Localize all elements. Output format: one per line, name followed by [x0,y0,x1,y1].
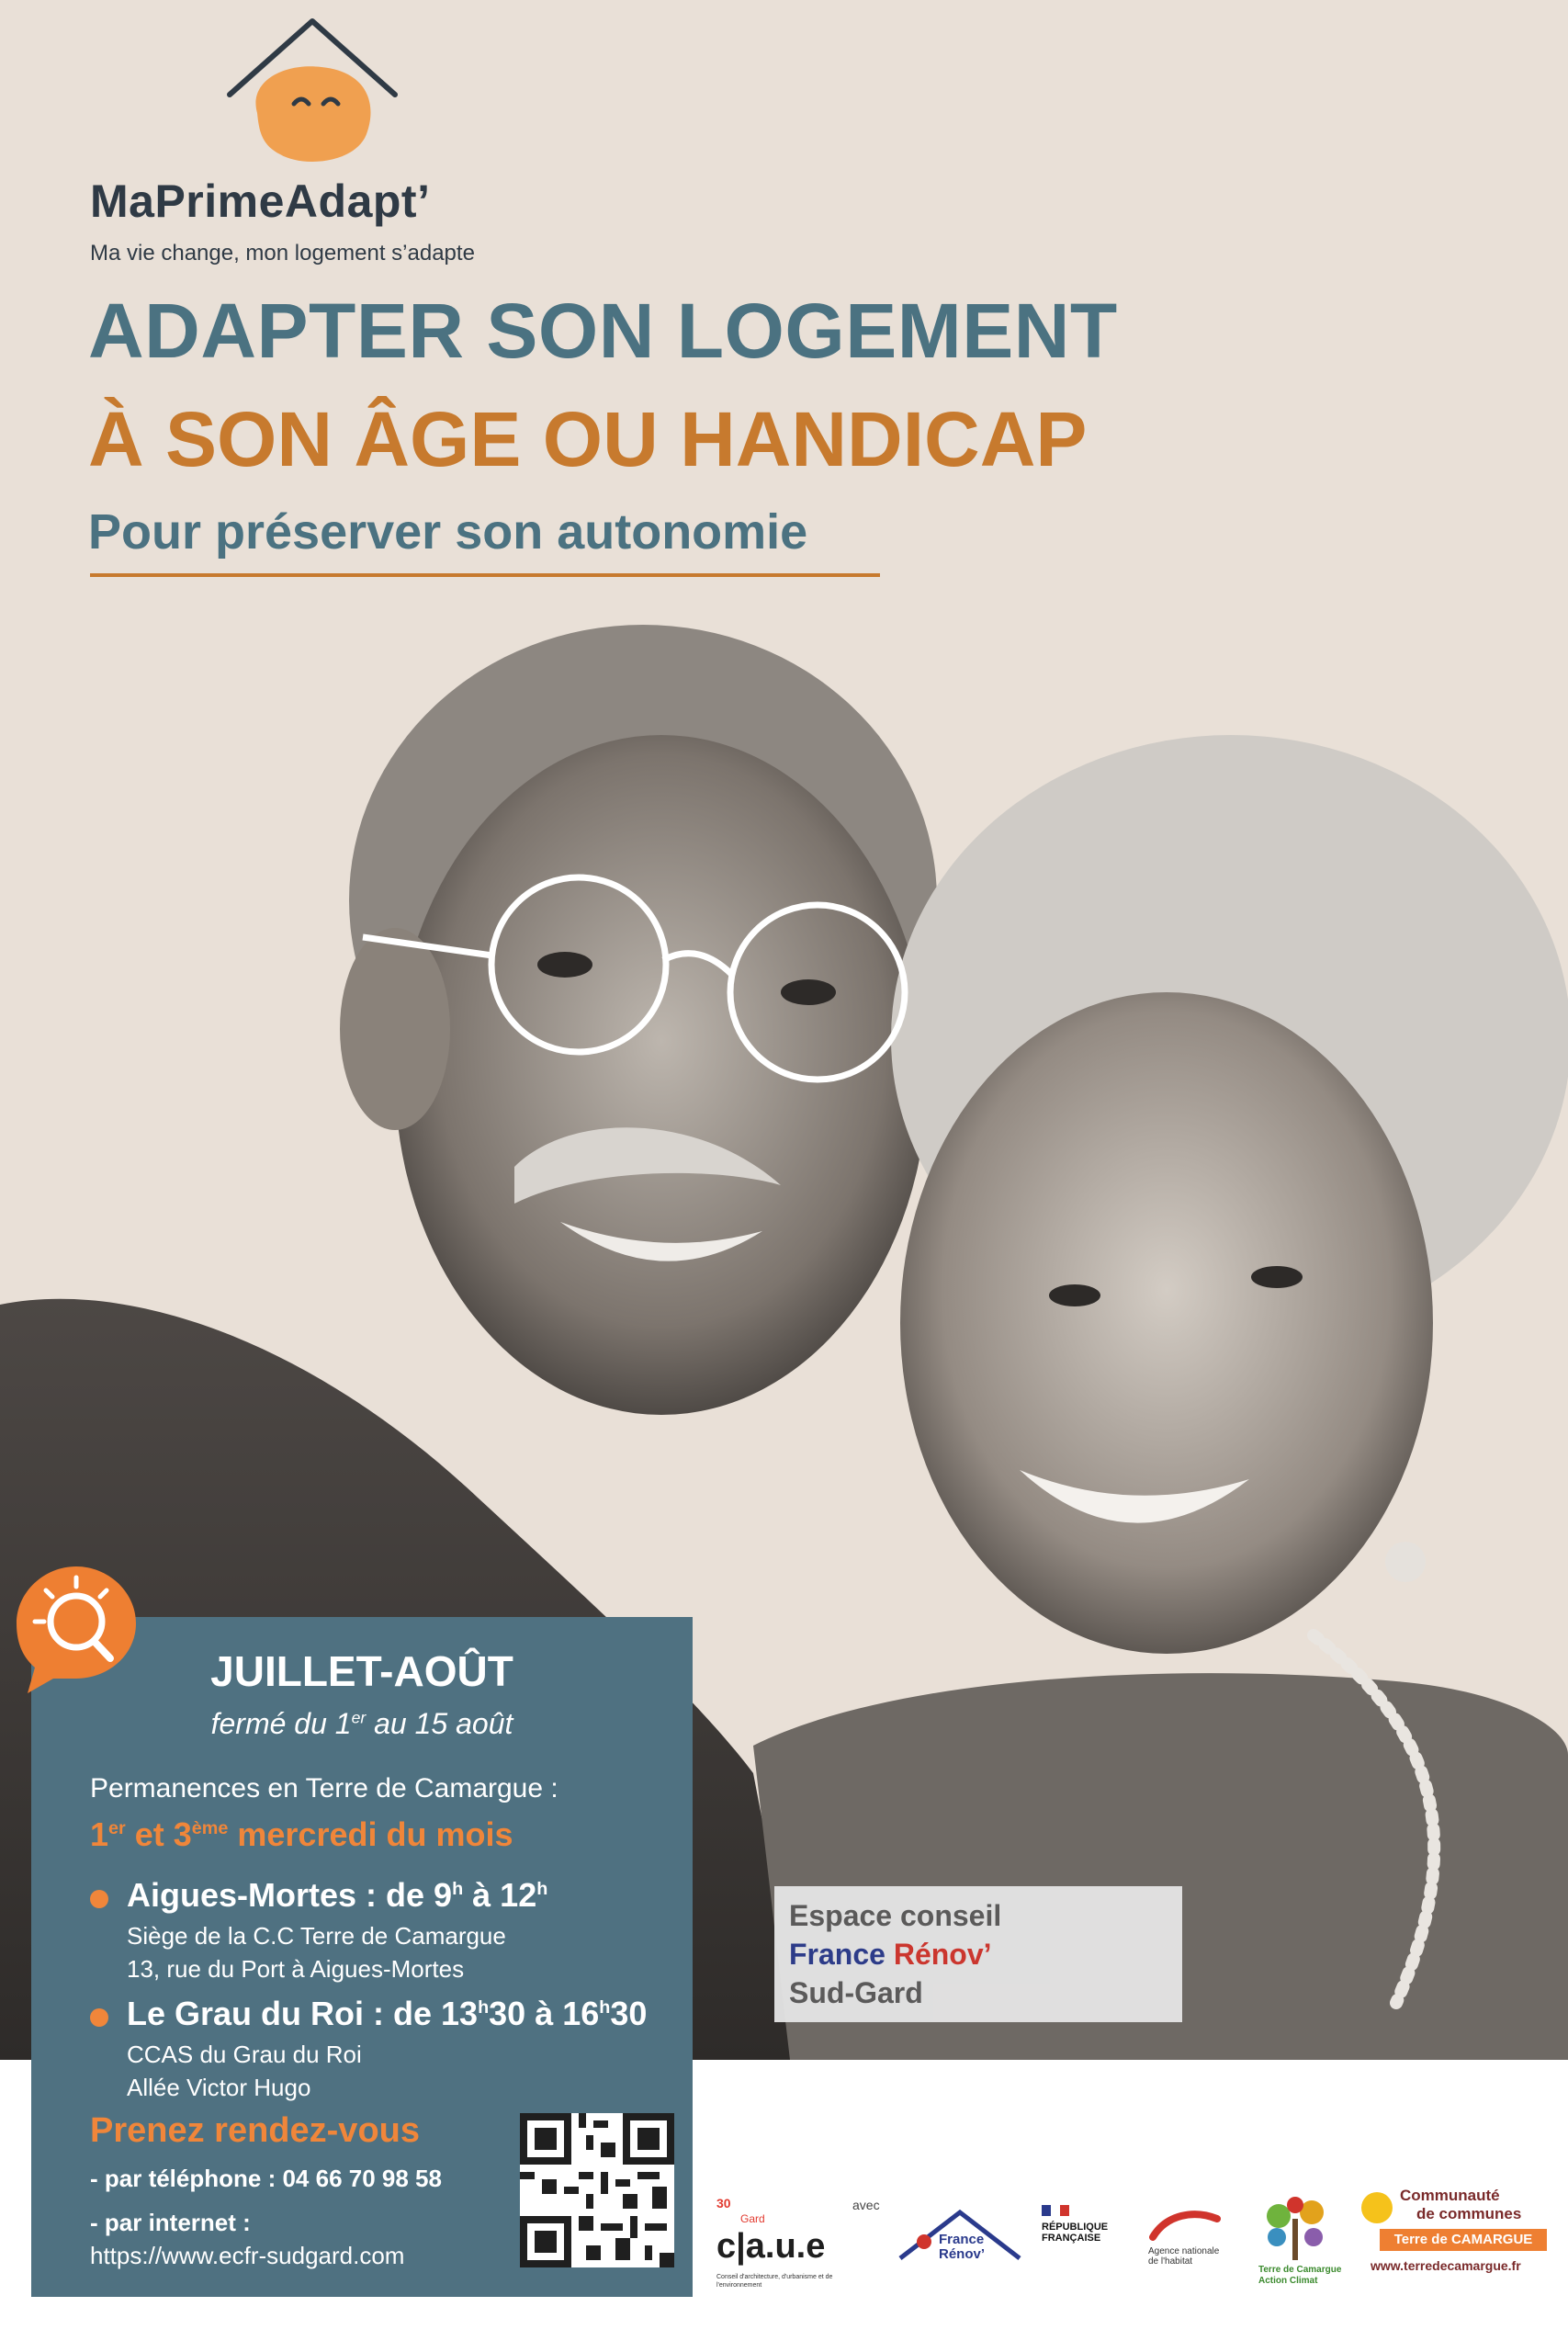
espace-conseil-box [774,1886,1182,2022]
bullet-icon [90,1890,108,1908]
subtitle-underline [90,573,880,577]
location-address-line: Siège de la C.C Terre de Camargue [127,1922,506,1950]
headline-line-2: À SON ÂGE OU HANDICAP [88,396,1088,482]
location-address-line: 13, rue du Port à Aigues-Mortes [127,1955,465,1983]
republique-francaise-logo: RÉPUBLIQUE FRANÇAISE [1042,2205,1124,2288]
espace-conseil-label: Espace conseil [789,1899,1002,1932]
period-title: JUILLET-AOÛT [210,1647,513,1695]
website-link[interactable]: https://www.ecfr-sudgard.com [90,2242,405,2269]
info-panel [31,1617,693,2297]
phone-contact: - par téléphone : 04 66 70 98 58 [90,2165,442,2192]
location-grau-du-roi: Le Grau du Roi : de 13$^h$30 à 16$^h$30 [127,1995,648,2032]
closing-notice: fermé du 1er au 15 août [210,1707,513,1740]
action-climat-logo: Terre de Camargue Action Climat [1258,2196,1359,2297]
location-aigues-mortes: Aigues-Mortes : de 9$^h$ à 12$^h$ [127,1876,548,1914]
anah-logo: Agence nationale de l'habitat [1148,2205,1249,2288]
permanences-heading: Permanences en Terre de Camargue : [90,1773,558,1804]
headline-subtitle: Pour préserver son autonomie [88,504,808,560]
location-address-line: CCAS du Grau du Roi [127,2041,362,2068]
location-address-line: Allée Victor Hugo [127,2074,311,2101]
france-renov-logo: France Rénov’ [891,2205,1029,2288]
maprimeadapt-logo [220,17,404,173]
bullet-icon [90,2008,108,2027]
qr-code-icon[interactable] [520,2113,674,2267]
france-renov-label: France Rénov’ [789,1938,992,1971]
headline-line-1: ADAPTER SON LOGEMENT [88,288,1118,374]
lightbulb-icon [7,1557,145,1695]
avec-label: avec [852,2198,880,2212]
caue-logo: 30 Gard c|a.u.e Conseil d'architecture, d'urbanisme et de l'environnement [716,2196,833,2289]
appointment-heading: Prenez rendez-vous [90,2111,420,2150]
brand-tagline: Ma vie change, mon logement s’adapte [90,241,475,266]
cc-terre-de-camargue-logo: Communauté de communes Terre de CAMARGUE www.terredecamargue.fr [1361,2187,1554,2297]
brand-name: MaPrimeAdapt’ [90,175,431,227]
sud-gard-label: Sud-Gard [789,1976,923,2009]
internet-label: - par internet : [90,2209,251,2236]
schedule-days: 1er et 3ème mercredi du mois [90,1815,513,1853]
